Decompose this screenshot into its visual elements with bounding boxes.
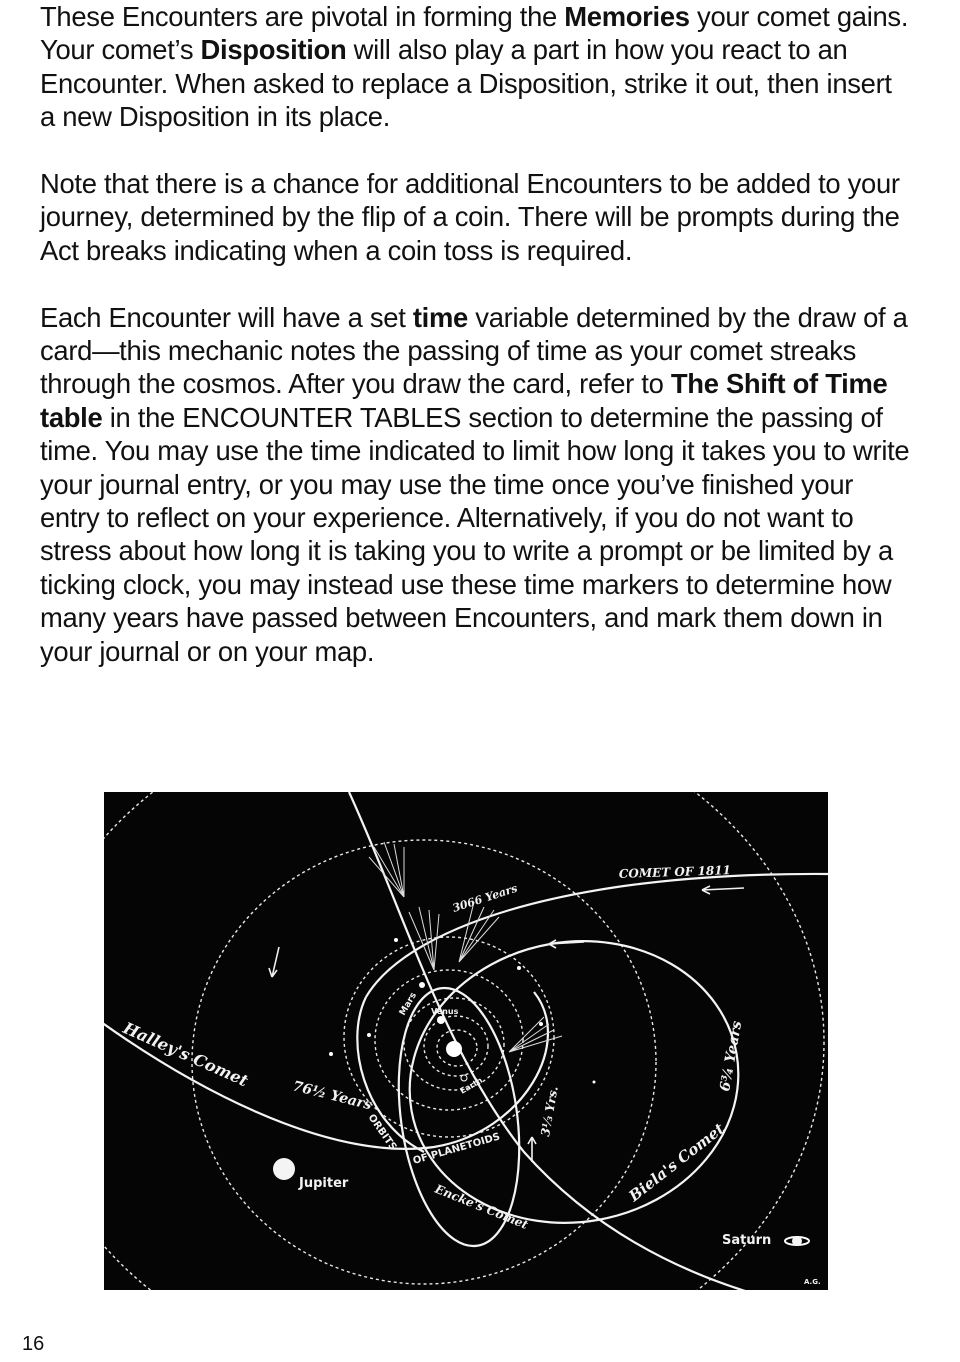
paragraph-time-variable — [40, 301, 910, 668]
text-run: Note that there is a chance for additional Encounters to be added to your journey, determined by the flip of a coin. There will be prompts during the Act breaks indicating when a coin toss is required. — [40, 168, 900, 266]
text-run: Each Encounter will have a set — [40, 301, 413, 333]
label-earth: Earth — [458, 1075, 485, 1096]
text-run: These Encounters are pivotal in forming the — [40, 1, 565, 32]
label-3066-years: 3066 Years — [450, 881, 520, 915]
sun-icon — [446, 1041, 462, 1057]
label-saturn: Saturn — [722, 1233, 772, 1248]
text-run: your comet gains. Your comet’s — [40, 1, 909, 66]
artist-signature: A.G. — [804, 1278, 821, 1286]
stars — [329, 938, 596, 1084]
label-halley-comet: Halley's Comet — [120, 1018, 251, 1091]
venus-planet — [437, 1016, 445, 1024]
bold-term: time — [412, 301, 468, 333]
paragraph-coin-toss — [40, 167, 910, 267]
earth-planet — [461, 1075, 467, 1081]
paragraph-encounters — [40, 0, 910, 134]
label-biela-period: 6¾ Years — [717, 1019, 746, 1093]
text-run: in the ENCOUNTER TABLES section to determine the passing of time. You may use the time indicated to limit how long it takes you to write your journal entry, or you may use the time once you’ve finished your entry to reflect on your experience. Alternatively, if you do not want to stress about how long it is taking you to write a prompt or be limited by a ticking clock, you may instead use these time markers to determine how many years have passed between Encounters, and mark them down in your journal or on your map. — [40, 401, 910, 667]
label-encke-comet: Encke's Comet — [432, 1181, 531, 1232]
label-halley-period: 76½ Years — [291, 1078, 374, 1114]
label-orbits: ORBITS — [365, 1112, 399, 1153]
body-text — [40, 0, 910, 701]
bold-term: Disposition — [200, 34, 347, 66]
orbit-diagram — [104, 792, 828, 1290]
comet-1811-orbit-inner — [357, 997, 424, 1152]
text-run: variable determined by the draw of a card—this mechanic notes the passing of time as your comet streaks through the cosmos. After you draw the card, refer to — [40, 301, 908, 400]
arrow-icon — [702, 886, 744, 894]
page-number: 16 — [22, 1333, 45, 1355]
text-run: will also play a part in how you react to an Encounter. When asked to replace a Disposition, strike it out, then insert a new Disposition in its place. — [40, 34, 892, 133]
comet-1811-orbit — [366, 874, 828, 997]
halley-comet-orbit — [104, 992, 548, 1149]
label-planetoids: OF PLANETOIDS — [411, 1131, 502, 1167]
label-mars: Mars — [397, 990, 420, 1018]
solar-system-comet-orbits-illustration — [104, 792, 828, 1290]
jupiter-planet — [273, 1158, 295, 1180]
bold-term: The Shift of Time table — [40, 368, 888, 433]
label-encke-period: 3⅓ Yrs. — [538, 1085, 561, 1138]
label-jupiter: Jupiter — [299, 1176, 349, 1191]
mars-orbit — [375, 970, 523, 1110]
label-venus: Venus — [431, 1007, 459, 1016]
label-comet-1811: COMET OF 1811 — [618, 863, 732, 881]
mars-planet — [419, 982, 425, 988]
bold-term: Memories — [564, 1, 690, 32]
jupiter-orbit — [192, 840, 656, 1284]
arrow-icon — [269, 947, 279, 977]
label-biela-comet: Biela's Comet — [625, 1119, 728, 1206]
